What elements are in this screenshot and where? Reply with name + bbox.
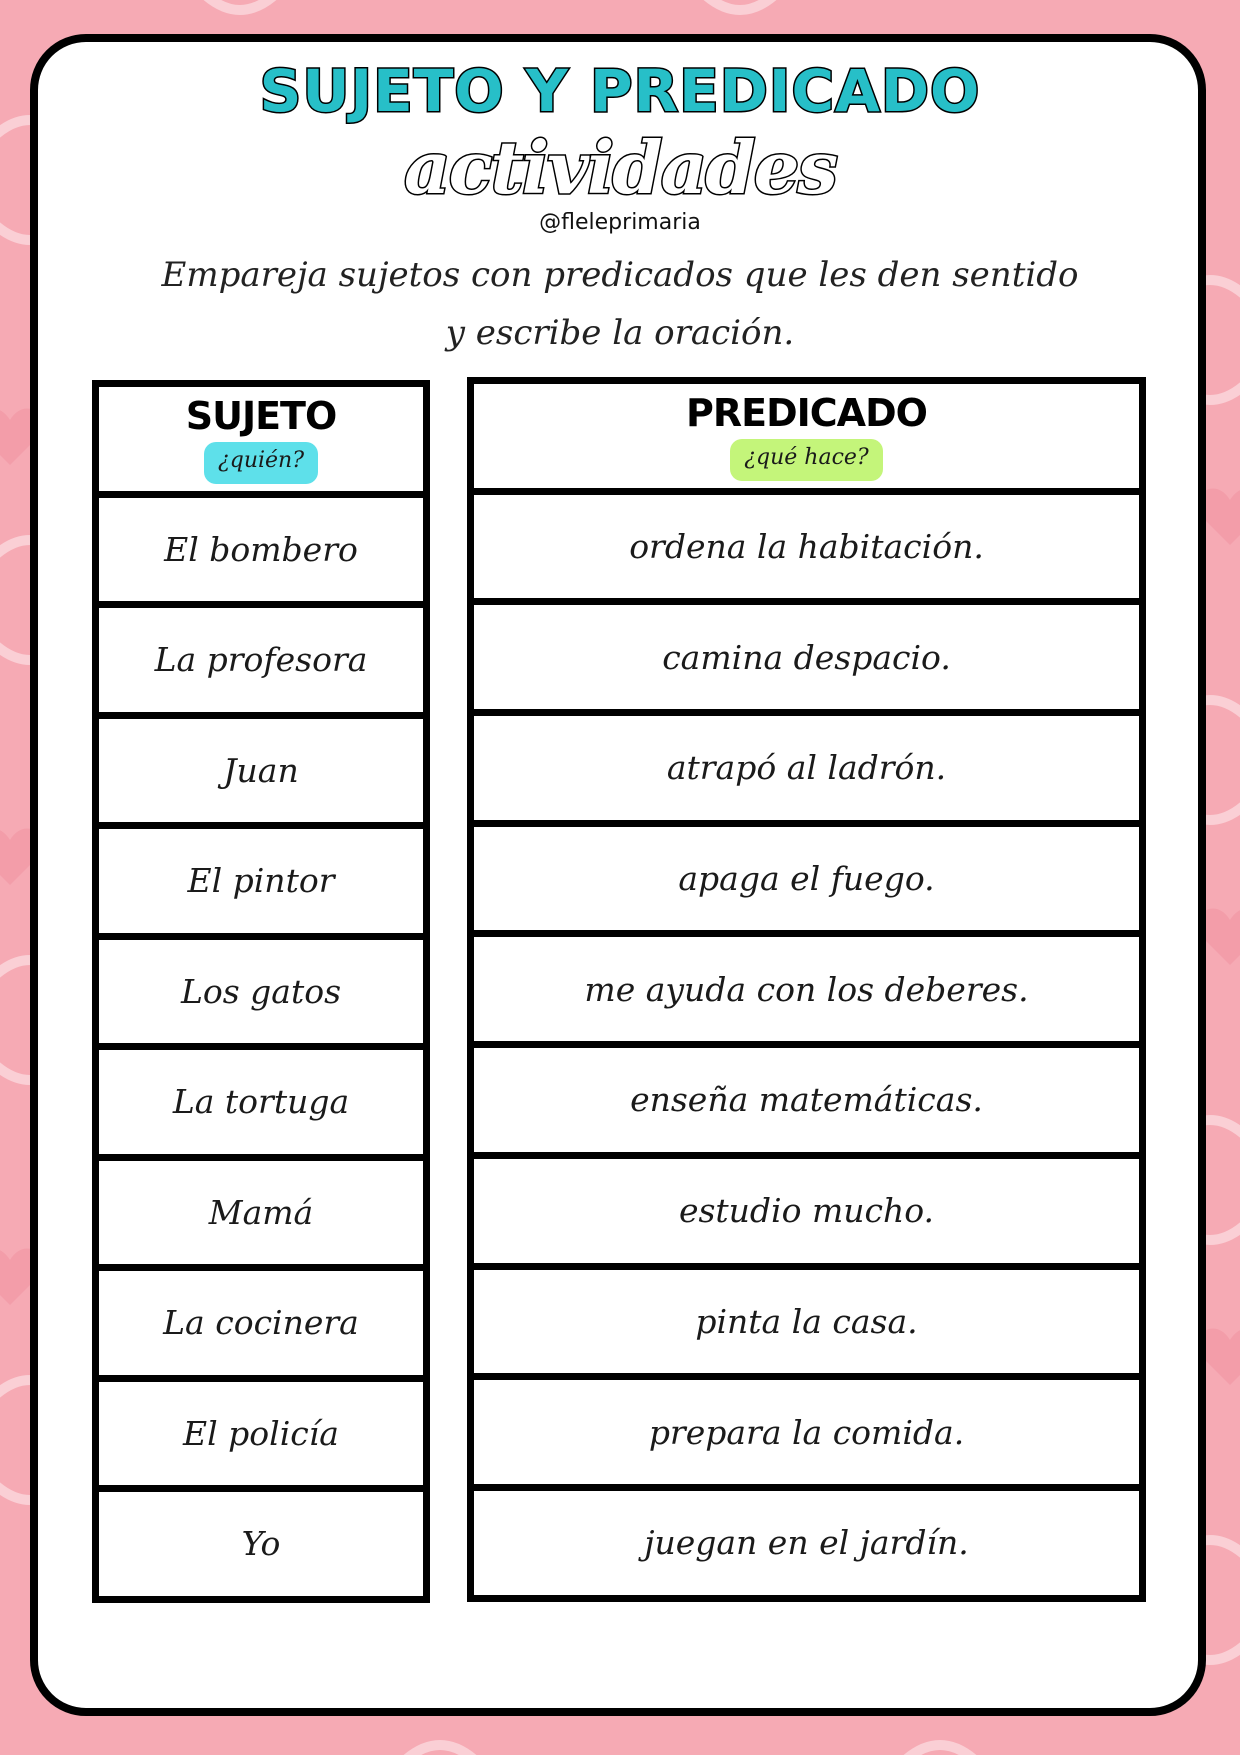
instructions-line-1: Empareja sujetos con predicados que les den sentido <box>161 255 1079 295</box>
predicado-card[interactable]: atrapó al ladrón. <box>467 709 1146 827</box>
predicado-card[interactable]: me ayuda con los deberes. <box>467 930 1146 1048</box>
instructions <box>140 246 1100 362</box>
instructions-line-2: y escribe la oración. <box>445 313 795 353</box>
sujeto-card[interactable]: Juan <box>92 712 430 830</box>
sujeto-card[interactable]: La cocinera <box>92 1264 430 1382</box>
predicado-card[interactable]: enseña matemáticas. <box>467 1041 1146 1159</box>
sujeto-card[interactable]: La tortuga <box>92 1043 430 1161</box>
predicado-card[interactable]: pinta la casa. <box>467 1263 1146 1381</box>
predicado-header-title: PREDICADO <box>686 390 927 435</box>
sujeto-header-title: SUJETO <box>185 393 337 438</box>
predicado-column <box>467 377 1146 1595</box>
predicado-card[interactable]: camina despacio. <box>467 598 1146 716</box>
worksheet-subtitle: actividades <box>404 125 836 210</box>
predicado-card[interactable]: juegan en el jardín. <box>467 1484 1146 1602</box>
predicado-header <box>467 377 1146 495</box>
worksheet-title: SUJETO Y PREDICADO <box>259 57 981 125</box>
sujeto-card[interactable]: El pintor <box>92 822 430 940</box>
sujeto-card[interactable]: El policía <box>92 1375 430 1493</box>
predicado-card[interactable]: ordena la habitación. <box>467 488 1146 606</box>
sujeto-card[interactable]: Yo <box>92 1485 430 1603</box>
predicado-question-tag: ¿qué hace? <box>730 439 882 481</box>
author-handle: @fleleprimaria <box>539 210 701 235</box>
sujeto-card[interactable]: Los gatos <box>92 933 430 1051</box>
predicado-card[interactable]: estudio mucho. <box>467 1152 1146 1270</box>
sujeto-column <box>92 380 430 1596</box>
sujeto-question-tag: ¿quién? <box>204 442 318 484</box>
sujeto-card[interactable]: Mamá <box>92 1154 430 1272</box>
sujeto-card[interactable]: El bombero <box>92 491 430 609</box>
predicado-card[interactable]: prepara la comida. <box>467 1373 1146 1491</box>
predicado-card[interactable]: apaga el fuego. <box>467 820 1146 938</box>
sujeto-card[interactable]: La profesora <box>92 601 430 719</box>
sujeto-header <box>92 380 430 498</box>
